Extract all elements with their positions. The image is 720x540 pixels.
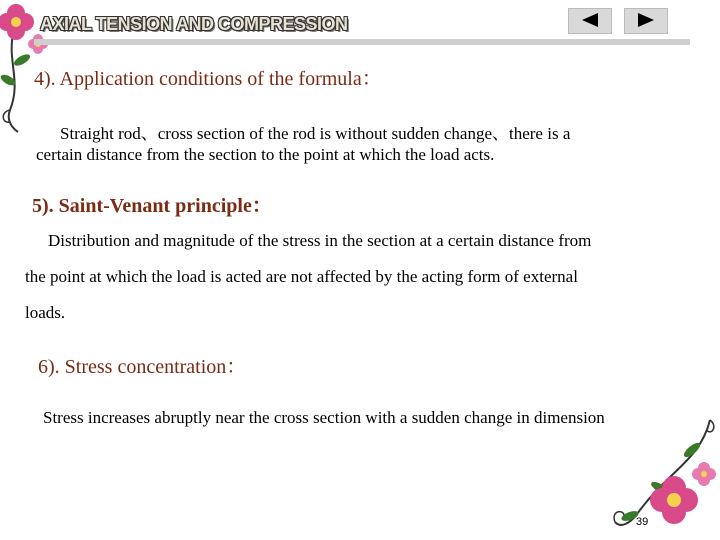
section-heading-6: 6). Stress concentration： <box>38 356 247 378</box>
section-body-5-line-2: the point at which the load is acted are not affected by the acting form of external <box>25 267 578 286</box>
next-slide-button[interactable] <box>624 8 668 34</box>
triangle-left-icon <box>580 12 600 28</box>
section-heading-4: 4). Application conditions of the formula： <box>34 68 382 90</box>
prev-slide-button[interactable] <box>568 8 612 34</box>
section-body-5-line-3: loads. <box>25 303 66 322</box>
corner-flower-bottom-right <box>600 410 720 540</box>
title-divider <box>34 39 690 45</box>
section-body-6-line-1: Stress increases abruptly near the cross section with a sudden change in dimension <box>43 408 605 427</box>
section-body-5-line-1: Distribution and magnitude of the stress in the section at a certain distance from <box>48 231 592 250</box>
section-body-4-line-1: Straight rod、cross section of the rod is without sudden change、there is a <box>60 124 571 143</box>
section-body-4-line-2: certain distance from the section to the point at which the load acts. <box>36 145 495 164</box>
section-heading-5: 5). Saint-Venant principle： <box>32 195 272 217</box>
slide-title: AXIAL TENSION AND COMPRESSION <box>40 14 348 34</box>
triangle-right-icon <box>636 12 656 28</box>
page-number: 39 <box>636 516 649 528</box>
